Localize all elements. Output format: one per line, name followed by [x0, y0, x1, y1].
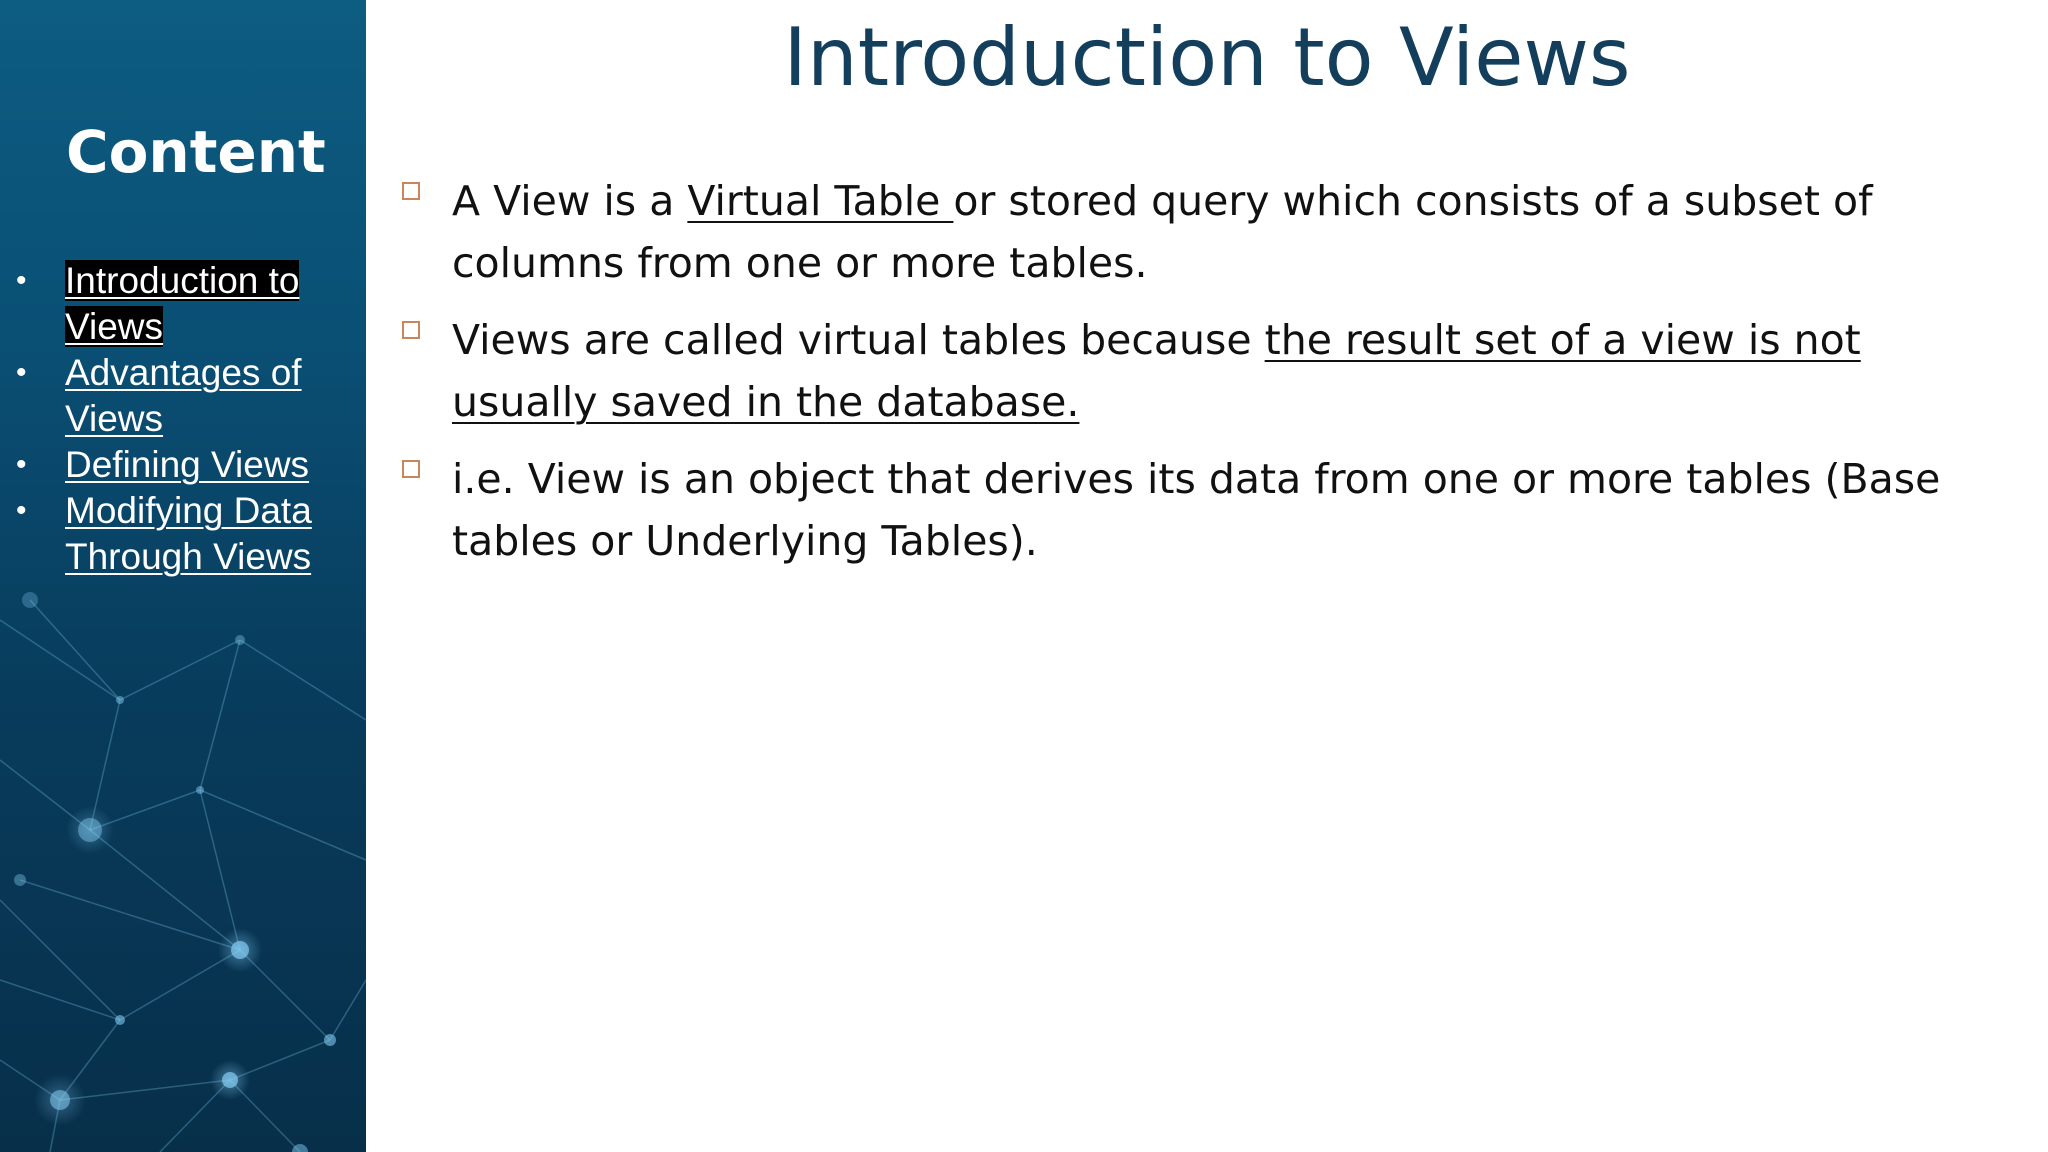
bullet-list [400, 170, 1960, 587]
bullet-item [400, 170, 1960, 294]
dot-bullet-icon: • [16, 494, 27, 527]
bullet-text-part: i.e. View is an object that derives its data from one or more tables (Base tables or Underlying Tables). [452, 455, 1941, 565]
square-outline-bullet-icon [402, 182, 420, 200]
bullet-text [452, 316, 1861, 426]
slide-title: Introduction to Views [783, 11, 1631, 104]
bullet-text-underlined: the result set of a view is not usually saved in the database. [452, 316, 1861, 426]
nav-link-defining-views[interactable]: Defining Views [65, 444, 310, 485]
nav-link-advantages-of-views[interactable]: Advantages of Views [65, 352, 302, 439]
sidebar [0, 0, 366, 1152]
nav-link-modifying-data-through-views[interactable]: Modifying Data Through Views [65, 490, 312, 577]
dot-bullet-icon: • [16, 448, 27, 481]
nav-link-introduction-to-views[interactable]: Introduction to Views [65, 260, 300, 347]
nav-item-advantages-of-views[interactable] [0, 350, 366, 442]
square-outline-bullet-icon [402, 321, 420, 339]
nav-item-introduction-to-views[interactable] [0, 258, 366, 350]
content-nav-list [0, 258, 366, 580]
bullet-text-part: Views are called virtual tables because [452, 316, 1265, 364]
square-outline-bullet-icon [402, 460, 420, 478]
sidebar-title: Content [66, 118, 326, 186]
bullet-text [452, 177, 1873, 287]
bullet-text-part: or stored query which consists of a subset of columns from one or more tables. [452, 177, 1873, 287]
bullet-text-underlined: Virtual Table [687, 177, 954, 225]
nav-item-defining-views[interactable] [0, 442, 366, 488]
dot-bullet-icon: • [16, 356, 27, 389]
dot-bullet-icon: • [16, 264, 27, 297]
bullet-item [400, 448, 1960, 572]
bullet-text [452, 455, 1940, 565]
nav-item-modifying-data-through-views[interactable] [0, 488, 366, 580]
bullet-item [400, 309, 1960, 433]
bullet-text-part: A View is a [452, 177, 688, 225]
